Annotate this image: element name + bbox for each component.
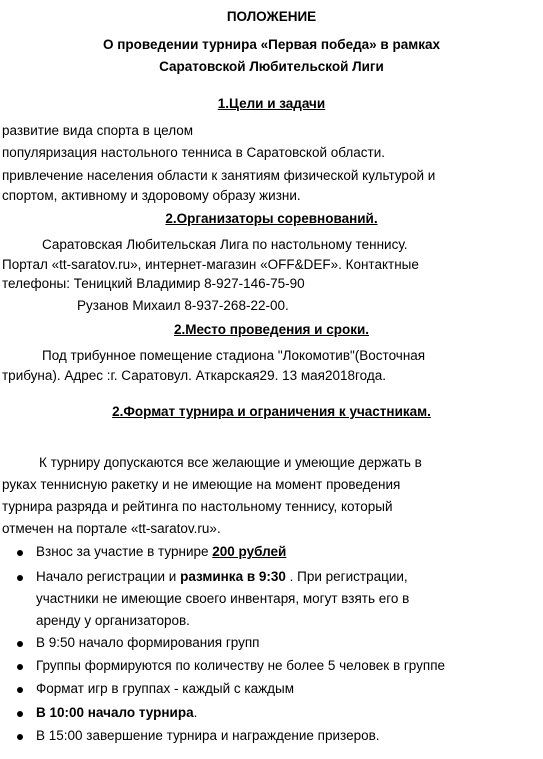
section-4-heading: 2.Формат турнира и ограничения к участникам. (112, 404, 431, 419)
format-line-3: турнира разряда и рейтинга по настольному теннису, который (2, 499, 393, 514)
document-title: ПОЛОЖЕНИЕ (226, 9, 317, 24)
bullet-icon (17, 575, 23, 581)
bullet-registration (36, 570, 408, 584)
section-3-heading: 2.Место проведения и сроки. (173, 322, 370, 337)
bullet-icon (17, 641, 23, 647)
registration-rest: . При регистрации, (285, 569, 408, 584)
bullet-finish: В 15:00 завершение турнира и награждение призеров. (36, 728, 380, 743)
bullet-icon (17, 734, 23, 740)
format-line-1: К турниру допускаются все желающие и умеющие держать в (39, 455, 422, 470)
bullet-groups-size: Группы формируются по количеству не более 5 человек в группе (36, 658, 446, 673)
goals-line-2: популяризация настольного тенниса в Саратовской области. (2, 145, 386, 160)
registration-text: Начало регистрации и (36, 569, 181, 584)
document-subtitle-line-2: Саратовской Любительской Лиги (159, 59, 384, 74)
bullet-groups-start: В 9:50 начало формирования групп (36, 635, 260, 650)
bullet-icon (17, 711, 23, 717)
document-subtitle-line-1: О проведении турнира «Первая победа» в рамках (103, 37, 440, 52)
organizers-line-3: телефоны: Теницкий Владимир 8-927-146-75-90 (2, 276, 305, 291)
goals-line-4: спортом, активному и здоровому образу жизни. (2, 188, 301, 203)
warmup-time: разминка в 9:30 (180, 569, 286, 584)
format-line-2: руках теннисную ракетку и не имеющие на момент проведения (2, 477, 401, 492)
bullet-icon (17, 550, 23, 556)
bullet-format: Формат игр в группах - каждый с каждым (36, 681, 294, 696)
registration-line-2: участники не имеющие своего инвентаря, могут взять его в (36, 591, 410, 606)
registration-line-3: аренду у организаторов. (36, 613, 190, 628)
bullet-tournament-start (36, 706, 197, 720)
tournament-start-text: В 10:00 начало турнира (36, 705, 194, 720)
venue-line-1: Под трибунное помещение стадиона "Локомотив"(Восточная (42, 348, 426, 363)
bullet-fee (36, 545, 286, 559)
bullet-icon (17, 687, 23, 693)
format-line-4: отмечен на портале «tt-saratov.ru». (2, 521, 221, 536)
fee-text: Взнос за участие в турнире (36, 544, 213, 559)
goals-line-1: развитие вида спорта в целом (2, 123, 194, 138)
organizers-line-2: Портал «tt-saratov.ru», интернет-магазин «OFF&DEF». Контактные (2, 257, 419, 272)
goals-line-3: привлечение населения области к занятиям физической культурой и (2, 168, 436, 183)
tournament-start-dot: . (193, 705, 198, 720)
organizers-line-4: Рузанов Михаил 8-937-268-22-00. (77, 298, 289, 313)
organizers-line-1: Саратовская Любительская Лига по настольному теннису. (42, 237, 408, 252)
venue-line-2: трибуна). Адрес :г. Саратовул. Аткарская29. 13 мая2018года. (2, 368, 386, 383)
bullet-icon (17, 664, 23, 670)
section-2-heading: 2.Организаторы соревнований. (165, 211, 378, 226)
fee-value: 200 рублей (212, 544, 287, 559)
section-1-heading: 1.Цели и задачи (217, 96, 326, 111)
